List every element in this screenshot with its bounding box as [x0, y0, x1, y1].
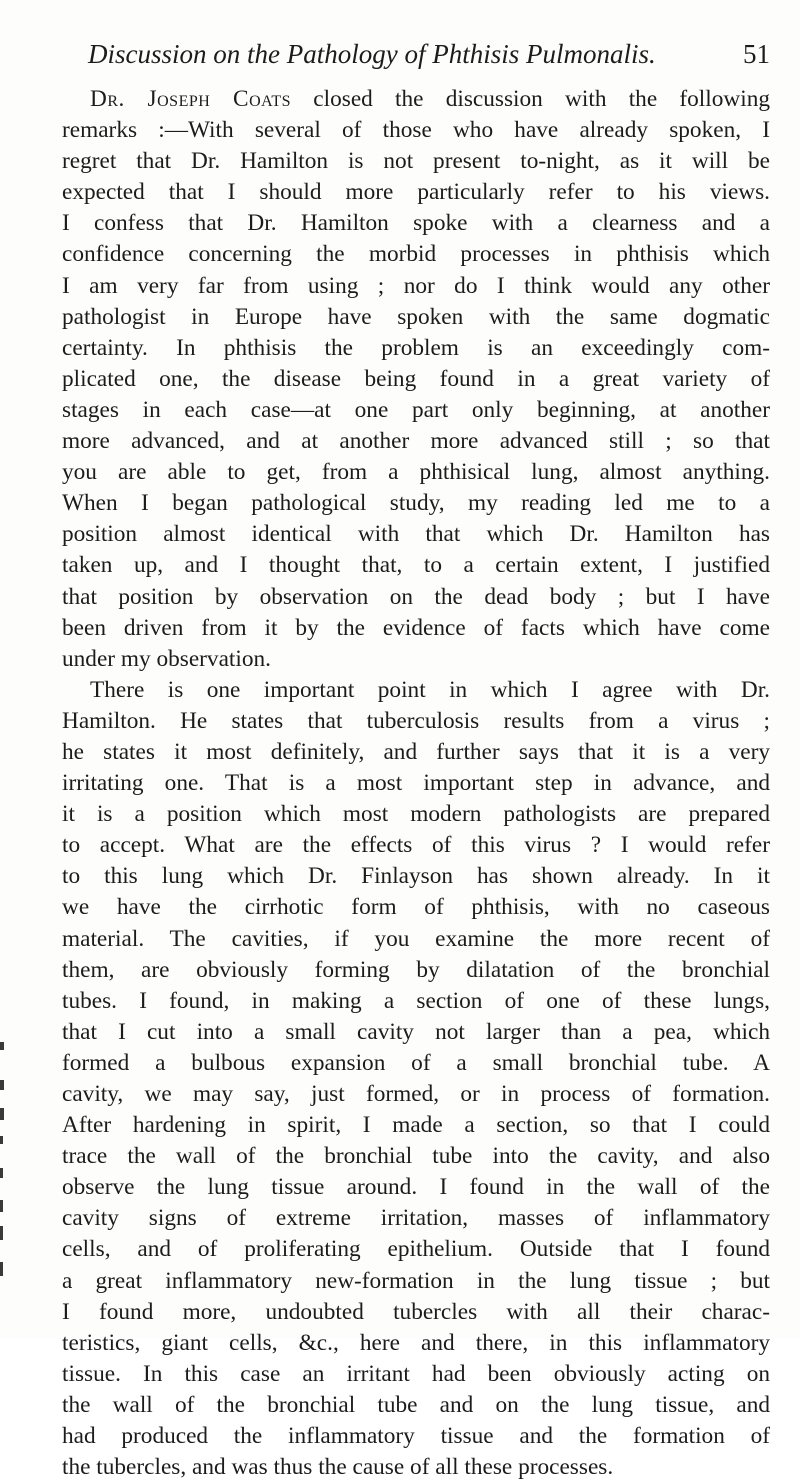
text-line: that position by observation on the dead body ; but I have	[62, 583, 770, 610]
header-title: Discussion on the Pathology of Phthisis Pulmonalis.	[88, 39, 656, 69]
text-line: position almost identical with that which Dr. Hamilton has	[62, 521, 770, 548]
body-text	[62, 84, 770, 1483]
scan-edge-mark	[0, 1168, 3, 1178]
text-line: certainty. In phthisis the problem is an exceedingly com-	[62, 334, 770, 361]
text-line: expected that I should more particularly refer to his views.	[62, 179, 770, 206]
text-line: that I cut into a small cavity not larger than a pea, which	[62, 1018, 770, 1045]
text-line: had produced the inflammatory tissue and the formation of	[62, 1423, 770, 1450]
page-number: 51	[743, 39, 770, 69]
text-line: been driven from it by the evidence of facts which have come	[62, 614, 770, 641]
text-line	[62, 84, 770, 115]
text-line: stages in each case—at one part only beginning, at another	[62, 396, 770, 423]
text-line: cavity, we may say, just formed, or in process of formation.	[62, 1081, 770, 1107]
running-header	[88, 36, 770, 72]
text-line: teristics, giant cells, &c., here and there, in this inflammatory	[62, 1329, 770, 1356]
text-line: to this lung which Dr. Finlayson has shown already. In it	[62, 863, 770, 890]
text-line: When I began pathological study, my reading led me to a	[62, 490, 770, 517]
text-line: we have the cirrhotic form of phthisis, with no caseous	[62, 894, 770, 921]
scan-edge-mark	[0, 1226, 3, 1240]
scan-edge-mark	[0, 1042, 4, 1050]
text-line: Hamilton. He states that tuberculosis results from a virus ;	[62, 707, 770, 734]
text-line: tissue. In this case an irritant had been obviously acting on	[62, 1360, 770, 1387]
text-line: observe the lung tissue around. I found in the wall of the	[62, 1174, 770, 1201]
text-line: After hardening in spirit, I made a section, so that I could	[62, 1112, 770, 1139]
scan-edge-mark	[0, 1262, 3, 1276]
text-line: them, are obviously forming by dilatation of the bronchial	[62, 956, 770, 983]
speaker-name: Dr. Joseph Coats	[90, 86, 292, 112]
scan-edge-mark	[0, 1108, 4, 1120]
text-line: trace the wall of the bronchial tube into the cavity, and also	[62, 1143, 770, 1170]
text-line: more advanced, and at another more advanced still ; so that	[62, 428, 770, 455]
text-line: you are able to get, from a phthisical lung, almost anything.	[62, 459, 770, 486]
text-line: material. The cavities, if you examine the more recent of	[62, 925, 770, 952]
text-line: a great inflammatory new-formation in the lung tissue ; but	[62, 1267, 770, 1294]
text-line: formed a bulbous expansion of a small bronchial tube. A	[62, 1049, 770, 1076]
text-line: I confess that Dr. Hamilton spoke with a clearness and a	[62, 210, 770, 237]
text-line: plicated one, the disease being found in a great variety of	[62, 365, 770, 392]
text-line: taken up, and I thought that, to a certain extent, I justified	[62, 552, 770, 579]
text-line: pathologist in Europe have spoken with the same dogmatic	[62, 303, 770, 330]
text-line: to accept. What are the effects of this virus ? I would refer	[62, 832, 770, 859]
text-line: There is one important point in which I agree with Dr.	[90, 676, 770, 703]
text-line: regret that Dr. Hamilton is not present to-night, as it will be	[62, 148, 770, 175]
text-line: irritating one. That is a most important step in advance, and	[62, 770, 770, 797]
text-line: I found more, undoubted tubercles with all their charac-	[62, 1298, 770, 1325]
scan-edge-mark	[0, 1080, 4, 1090]
text-line-content: closed the discussion with the following	[291, 86, 770, 112]
text-line: confidence concerning the morbid processes in phthisis which	[62, 241, 770, 268]
text-line: cavity signs of extreme irritation, masses of inflammatory	[62, 1205, 770, 1232]
text-line: the wall of the bronchial tube and on the lung tissue, and	[62, 1391, 770, 1418]
scan-edge-mark	[0, 1200, 3, 1212]
scan-edge-mark	[0, 1136, 3, 1144]
text-line: tubes. I found, in making a section of one of these lungs,	[62, 987, 770, 1014]
text-line: I am very far from using ; nor do I think would any other	[62, 272, 770, 299]
text-line: he states it most definitely, and further says that it is a very	[62, 738, 770, 765]
text-line: cells, and of proliferating epithelium. Outside that I found	[62, 1236, 770, 1263]
text-line: remarks :—With several of those who have already spoken, I	[62, 117, 770, 144]
text-line: it is a position which most modern pathologists are prepared	[62, 801, 770, 828]
text-line: the tubercles, and was thus the cause of all these processes.	[62, 1454, 614, 1481]
text-line: under my observation.	[62, 645, 271, 672]
